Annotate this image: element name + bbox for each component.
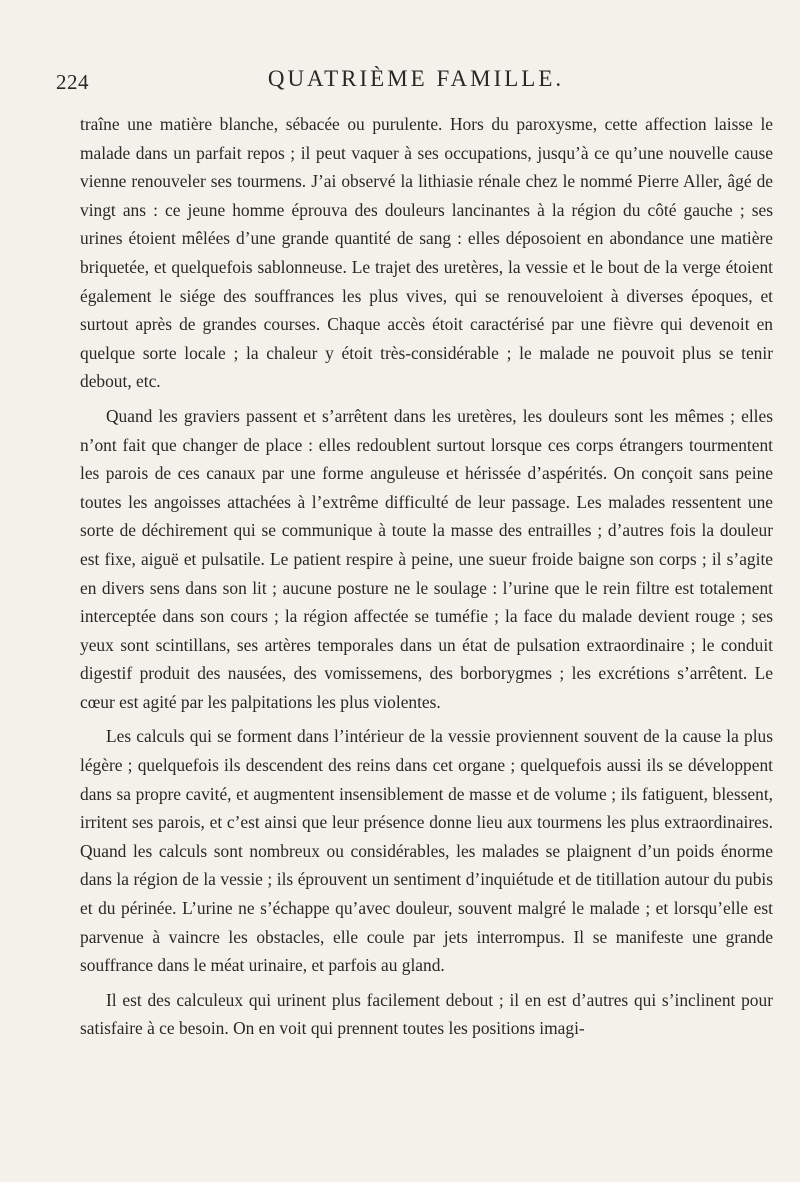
- paragraph-calculeux: Il est des calculeux qui urinent plus facilement debout ; il en est d’autres qui s’inclinent pour satisfaire à ce besoin. On en voit qui prennent toutes les positions imagi-: [80, 989, 773, 1039]
- paragraph-calculs-vessie: Les calculs qui se forment dans l’intérieur de la vessie proviennent souvent de la cause la plus légère ; quelquefois ils descendent des reins dans cet organe ; quelquefois aussi ils se développent dans sa propre cavité, et augmentent insensiblement de masse et de volume ; ils fatiguent, blessent, irritent ses parois, et c’est ainsi que leur présence donne lieu aux tourmens les plus extraordinaires. Quand les calculs sont nombreux ou considérables, les malades se plaignent d’un poids énorme dans la région de la vessie ; ils éprouvent un sentiment d’inquiétude et de titillation autour du pubis et du périnée. L’urine ne s’échappe qu’avec douleur, souvent malgré le malade ; et lorsqu’elle est parvenue à vaincre les obstacles, elle coule par jets interrompus. Il se manifeste une grande souffrance dans le méat urinaire, et parfois au gland.: [80, 726, 773, 976]
- body-text: [80, 110, 773, 1043]
- page-number: 224: [56, 70, 89, 94]
- paragraph-graviers: Quand les graviers passent et s’arrêtent dans les uretères, les douleurs sont les mêmes ; elles n’ont fait que changer de place : elles redoublent surtout lorsque ces corps étrangers tourmentent les parois de ces canaux par une forme anguleuse et hérissée d’aspérités. On conçoit sans peine toutes les angoisses attachées à l’extrême difficulté de leur passage. Les malades ressentent une sorte de déchirement qui se communique à toute la masse des entrailles ; d’autres fois la douleur est fixe, aiguë et pulsatile. Le patient respire à peine, une sueur froide baigne son corps ; il s’agite en divers sens dans son lit ; aucune posture ne le soulage : l’urine que le rein filtre est totalement interceptée dans son cours ; la région affectée se tuméfie ; la face du malade devient rouge ; ses yeux sont scintillans, ses artères temporales dans un état de pulsation extraordinaire ; le conduit digestif produit des nausées, des vomissemens, des borborygmes ; les excrétions s’arrêtent. Le cœur est agité par les palpitations les plus violentes.: [80, 405, 773, 712]
- running-title: QUATRIÈME FAMILLE.: [267, 66, 565, 91]
- paragraph-continued: traîne une matière blanche, sébacée ou purulente. Hors du paroxysme, cette affection laisse le malade dans un parfait repos ; il peut vaquer à ses occupations, jusqu’à ce qu’une nouvelle cause vienne renouveler ses tourmens. J’ai observé la lithiasie rénale chez le nommé Pierre Aller, âgé de vingt ans : ce jeune homme éprouva des douleurs lancinantes à la région du côté gauche ; ses urines étoient mêlées d’une grande quantité de sang : elles déposoient en abondance une matière briquetée, et quelquefois sablonneuse. Le trajet des uretères, la vessie et le bout de la verge étoient également le siége des souffrances les plus vives, qui se renouveloient à diverses époques, et surtout après de grandes courses. Chaque accès étoit caractérisé par une fièvre qui devenoit en quelque sorte locale ; la chaleur y étoit très-considérable ; le malade ne pouvoit plus se tenir debout, etc.: [80, 114, 773, 392]
- running-head: [56, 66, 776, 100]
